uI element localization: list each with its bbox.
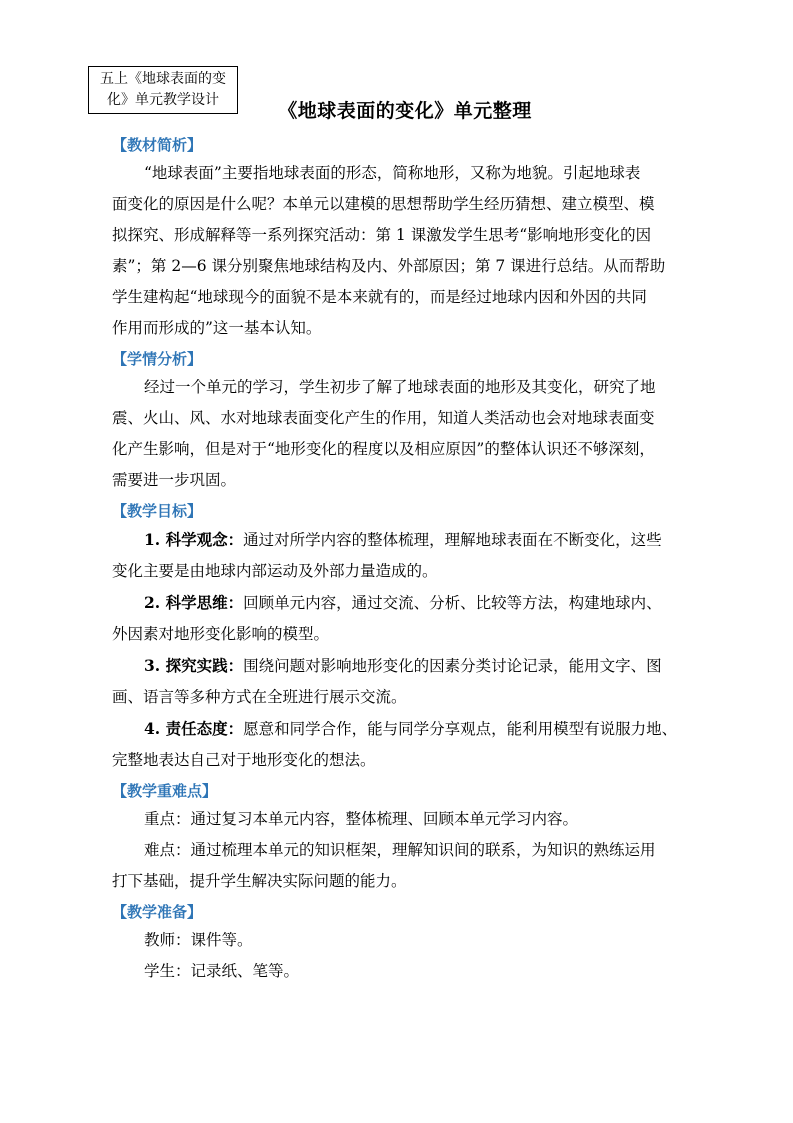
goal-lead: 3. 探究实践： [144,656,244,675]
students-line: 经过一个单元的学习，学生初步了解了地球表面的地形及其变化，研究了地 [144,378,656,396]
goal-line: 画、语言等多种方式在全班进行展示交流。 [112,688,407,706]
unit-label-box [88,66,238,114]
students-line: 震、火山、风、水对地球表面变化产生的作用，知道人类活动也会对地球表面变 [112,409,655,427]
goal-item [112,524,692,587]
section-heading-analysis: 【教材简析】 [112,136,203,154]
goal-line [112,587,692,619]
goal-text: 愿意和同学合作，能与同学分享观点，能利用模型有说服力地、 [243,720,678,738]
goal-line: 外因素对地形变化影响的模型。 [112,625,330,643]
section-heading-students: 【学情分析】 [112,350,203,368]
goal-text: 围绕问题对影响地形变化的因素分类讨论记录，能用文字、图 [243,657,662,675]
students-line: 需要进一步巩固。 [112,471,237,489]
analysis-line: 拟探究、形成解释等一系列探究活动：第 1 课激发学生思考“影响地形变化的因 [112,226,652,244]
difficulty-line: 难点：通过梳理本单元的知识框架，理解知识间的联系，为知识的熟练运用 [144,841,656,859]
difficulty-line: 打下基础，提升学生解决实际问题的能力。 [112,872,407,890]
preparation-paragraph [112,925,692,987]
analysis-line: “地球表面”主要指地球表面的形态，简称地形，又称为地貌。引起地球表 [144,164,641,182]
student-prep-line: 学生：记录纸、笔等。 [144,962,300,980]
goal-line: 完整地表达自己对于地形变化的想法。 [112,751,376,769]
unit-label-line-1: 五上《地球表面的变 [100,71,226,87]
students-line: 化产生影响，但是对于“地形变化的程度以及相应原因”的整体认识还不够深刻， [112,440,655,458]
focus-line: 重点：通过复习本单元内容，整体梳理、回顾本单元学习内容。 [144,810,579,828]
analysis-line: 素”；第 2—6 课分别聚焦地球结构及内、外部原因；第 7 课进行总结。从而帮助 [112,257,666,275]
students-paragraph [112,372,692,496]
goal-item [112,587,692,650]
goal-lead: 2. 科学思维： [144,593,244,612]
goal-line [112,524,692,556]
analysis-line: 作用而形成的”这一基本认知。 [112,319,322,337]
analysis-line: 面变化的原因是什么呢？本单元以建模的思想帮助学生经历猜想、建立模型、模 [112,195,655,213]
goal-text: 回顾单元内容，通过交流、分析、比较等方法，构建地球内、 [243,594,662,612]
keypoints-paragraph [112,804,692,897]
goal-line [112,650,692,682]
goal-lead: 4. 责任态度： [144,719,244,738]
goal-line: 变化主要是由地球内部运动及外部力量造成的。 [112,562,438,580]
section-heading-keypoints: 【教学重难点】 [112,782,218,800]
document-body [112,130,692,987]
goal-line [112,713,692,745]
section-heading-goals: 【教学目标】 [112,502,203,520]
section-heading-preparation: 【教学准备】 [112,903,203,921]
goal-text: 通过对所学内容的整体梳理，理解地球表面在不断变化，这些 [243,531,662,549]
unit-label-line-2: 化》单元教学设计 [107,92,219,108]
teacher-prep-line: 教师：课件等。 [144,931,253,949]
analysis-paragraph [112,158,692,344]
goal-item [112,650,692,713]
goal-item [112,713,692,776]
page-title: 《地球表面的变化》单元整理 [278,100,532,122]
analysis-line: 学生建构起“地球现今的面貌不是本来就有的，而是经过地球内因和外因的共同 [112,288,647,306]
goal-lead: 1. 科学观念： [144,530,244,549]
